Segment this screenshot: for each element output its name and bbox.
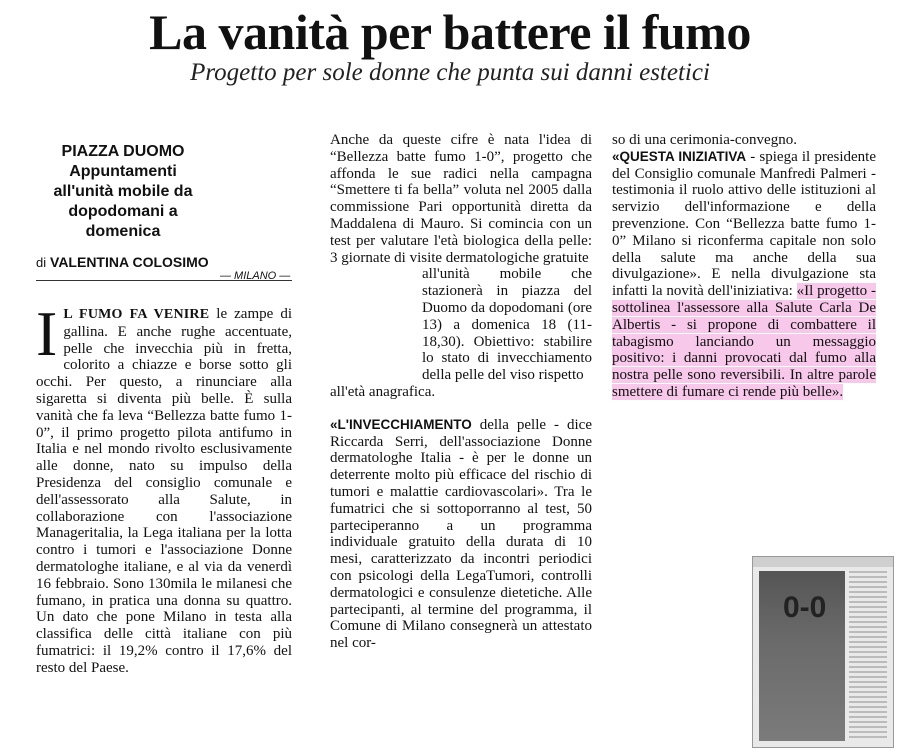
headline: La vanità per battere il fumo [149, 4, 751, 60]
column-2-section-text: della pelle - dice Riccarda Serri, dell'associazione Donne dermatologhe Italia - è per le donne un deterrente molto più efficace del rischio di tumori e malattie cardiovascolari». Tra le fumatrici che si sottoporranno al test, 50 parteciperanno a un programma individuale gratuito della durata di 10 mesi, caratterizzato da incontri periodici con psicologi della LegaTumori, controlli dermatologici e consulenze dietetiche. Alle partecipanti, al termine del programma, il Comune di Milano consegnerà un attestato nel cor- [330, 416, 592, 652]
newspaper-thumbnail [752, 556, 894, 748]
column-3-section-text: - spiega il presidente del Consiglio comunale Manfredi Palmeri - testimonia il ruolo attivo delle istituzioni al servizio dell'informazione e della prevenzione. Con “Bellezza batte fumo 1-0” Milano si riconferma capitale non solo della salute ma anche della sua divulgazione». E nella divulgazione sta infatti la novità dell'iniziativa: [612, 148, 876, 300]
column-3-section [612, 149, 876, 401]
column-2-paragraph-end: all'età anagrafica. [330, 383, 436, 400]
byline-author: VALENTINA COLOSIMO [50, 254, 209, 270]
column-1-paragraph [36, 298, 292, 677]
column-2-paragraph-1: Anche da queste cifre è nata l'idea di “Bellezza batte fumo 1-0”, progetto che affonda le sue radici nella campagna “Smettere ti fa bella” voluta nel 2005 dalla commissione Pari opportunità diretta da Maddalena di Mauro. Si comincia con un test per valutare l'età biologica della pelle: 3 giornate di visite dermatologiche gratuite [330, 132, 592, 266]
kicker-place: PIAZZA DUOMO [61, 143, 185, 160]
subheadline: Progetto per sole donne che punta sui danni estetici [190, 59, 710, 86]
dateline: — MILANO — [220, 270, 291, 282]
byline-rule [36, 280, 292, 281]
highlighted-quote: «Il progetto - sottolinea l'assessore alla Salute Carla De Albertis - si propone di combattere il tabagismo lanciando un messaggio positivo: i danni provocati dal fumo alla nostra pelle sono reversibili. In altre parole smettere di fumare ci rende più belle». [612, 283, 876, 400]
thumbnail-text-lines [849, 571, 887, 741]
thumbnail-big-text: 0-0 [783, 591, 827, 624]
column-1 [36, 298, 292, 677]
kicker-title: Appuntamenti all'unità mobile da dopodomani a domenica [53, 163, 193, 240]
column-2-paragraph-indented: all'unità mobile che stazionerà in piazza del Duomo da dopodomani (ore 13) a domenica 18 (11-18,30). Obiettivo: stabilire lo stato di invecchiamento della pelle del viso rispetto [422, 266, 592, 384]
kicker [38, 142, 208, 242]
column-1-text: le zampe di gallina. E anche rughe accentuate, pelle che invecchia più in fretta, colorito a chiazze e borse sotto gli occhi. Per questo, a rinunciare alla sigaretta si diventa più belle. È sulla vanità che fa leva “Bellezza batte fumo 1-0”, il primo progetto pilota antifumo in Italia e nel mondo rivolto esclusivamente alle donne, nato su impulso della Presidenza del consiglio comunale e dell'assessorato alla Salute, in collaborazione con l'associazione Manageritalia, la Lega italiana per la lotta contro i tumori e l'associazione Donne dermatologhe italiane, e al via da venerdì 16 febbraio. Sono 130mila le milanesi che fumano, in pratica una donna su quattro. Un dato che pone Milano in testa alla classifica delle città italiane con più fumatrici: il 19,2% contro il 17,6% del resto del Paese. [36, 306, 292, 676]
byline [36, 254, 209, 270]
lead-in: L FUMO FA VENIRE [63, 307, 210, 322]
thumbnail-masthead [753, 557, 893, 567]
column-2 [330, 132, 592, 652]
column-2-section [330, 417, 592, 652]
section-lead-iniziativa: «QUESTA INIZIATIVA [612, 148, 747, 164]
column-3 [612, 132, 876, 401]
byline-prefix: di [36, 255, 47, 270]
drop-cap: I [36, 298, 58, 369]
section-lead-invecchiamento: «L'INVECCHIAMENTO [330, 416, 472, 432]
column-3-opening: so di una cerimonia-convegno. [612, 132, 797, 148]
